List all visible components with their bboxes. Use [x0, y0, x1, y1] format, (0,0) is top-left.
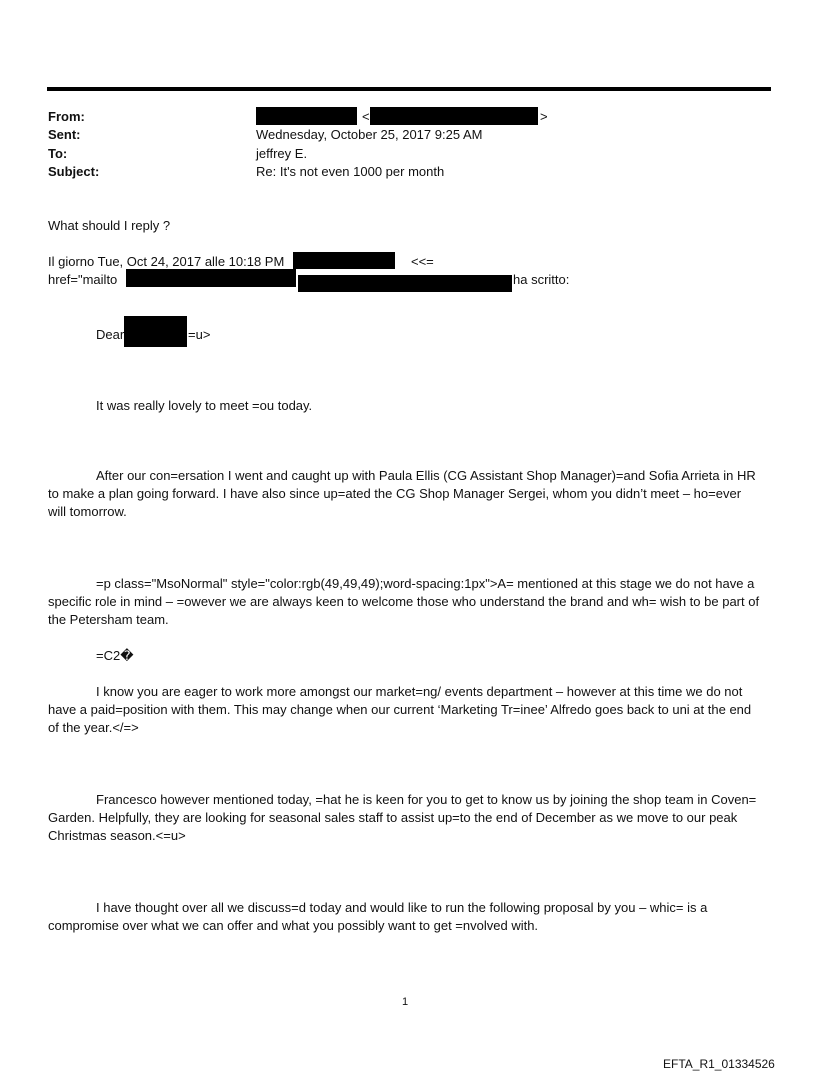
sent-value: Wednesday, October 25, 2017 9:25 AM: [256, 127, 483, 142]
redaction-quote-name: [293, 252, 395, 269]
from-gt: >: [540, 109, 548, 124]
paragraph-1: It was really lovely to meet =ou today.: [96, 398, 313, 413]
quote-intro-b: <<=: [411, 254, 434, 269]
redaction-salutation-name: [124, 316, 187, 347]
quote-scritto: ha scritto:: [513, 272, 570, 287]
from-label: From:: [48, 109, 85, 124]
redaction-from-email: [370, 107, 538, 125]
redaction-mailto-a: [126, 269, 296, 287]
paragraph-3: =p class="MsoNormal" style="color:rgb(49,49,49);word-spacing:1px">A= mentioned at this stage we do not have a specific role in mind – =owever we are always keen to welcome those who understand the brand and wh= wish to be part of the Petersham team.: [48, 576, 760, 627]
quote-intro-a: Il giorno Tue, Oct 24, 2017 alle 10:18 PM: [48, 254, 285, 269]
reply-line: What should I reply ?: [48, 218, 171, 233]
salutation: Dear: [96, 327, 125, 342]
page-number: 1: [402, 996, 409, 1008]
subject-label: Subject:: [48, 164, 100, 179]
salutation-tail: =u>: [188, 327, 211, 342]
from-lt: <: [362, 109, 370, 124]
redaction-from-name: [256, 107, 357, 125]
header-rule: [47, 87, 771, 91]
paragraph-7: I have thought over all we discuss=d today and would like to run the following proposal by you – whic= is a compromise over what we can offer and what you possibly want to get =nvolved with.: [48, 900, 708, 933]
paragraph-2: After our con=ersation I went and caught up with Paula Ellis (CG Assistant Shop Manager)=and Sofia Arrieta in HR to make a plan going forward. I have also since up=ated the CG Shop Manager Sergei, whom you didn’t meet – ho=ever will tomorrow.: [48, 468, 756, 519]
quote-href: href="mailto: [48, 272, 118, 287]
sent-label: Sent:: [48, 127, 81, 142]
paragraph-4: =C2�: [96, 648, 134, 663]
paragraph-5: I know you are eager to work more amongst our market=ng/ events department – however at this time we do not have a paid=position with them. This may change when our current ‘Marketing Tr=inee’ Alfredo goes back to uni at the end of the year.</=>: [48, 684, 752, 735]
paragraph-6: Francesco however mentioned today, =hat he is keen for you to get to know us by joining the shop team in Coven= Garden. Helpfully, they are looking for seasonal sales staff to assist up=to the end of December as we move to our peak Christmas season.<=u>: [48, 792, 757, 843]
to-label: To:: [48, 146, 68, 161]
to-value: jeffrey E.: [256, 146, 308, 161]
document-id: EFTA_R1_01334526: [663, 1057, 775, 1071]
subject-value: Re: It's not even 1000 per month: [256, 164, 445, 179]
redaction-mailto-b: [298, 275, 512, 292]
